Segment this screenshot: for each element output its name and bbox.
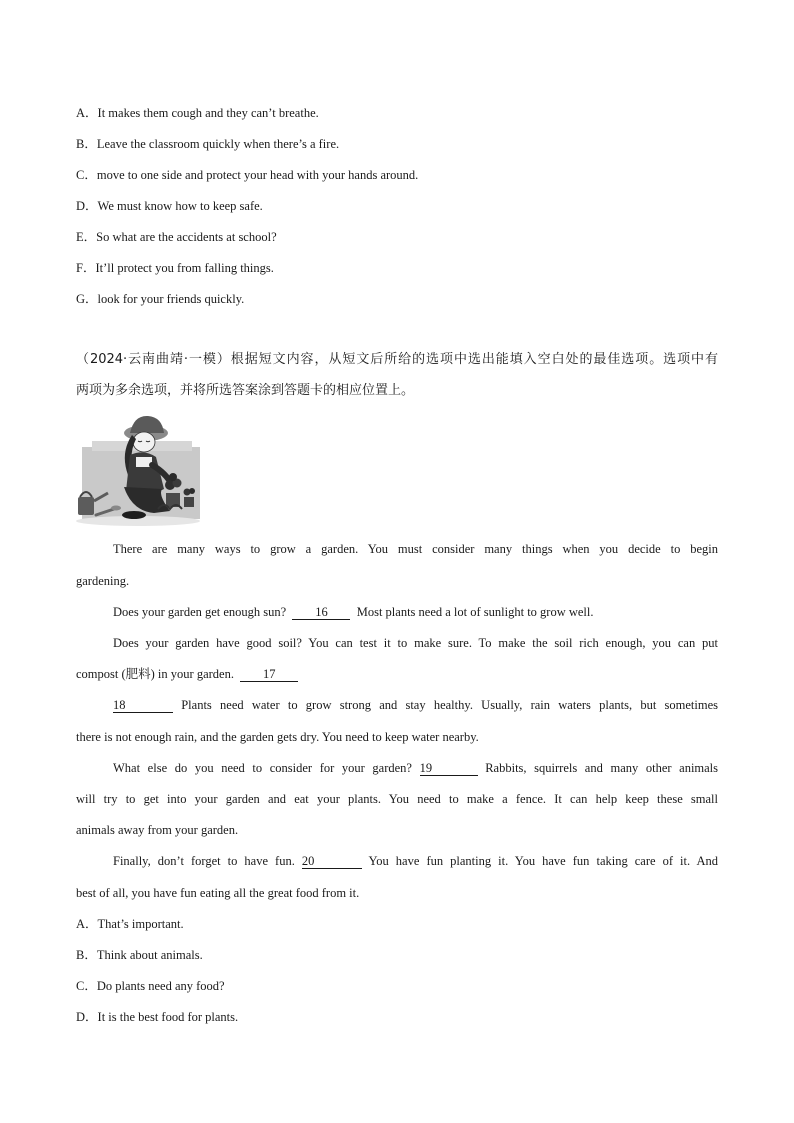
text-segment: Does your garden get enough sun? <box>113 605 287 619</box>
option-text: So what are the accidents at school? <box>96 230 277 244</box>
passage-p4-line-1 <box>76 697 718 713</box>
option-top-f <box>76 260 274 276</box>
option-bottom-a <box>76 916 184 932</box>
option-text: It’ll protect you from falling things. <box>95 261 274 275</box>
option-bottom-b <box>76 947 203 963</box>
text-segment: Rabbits, squirrels and many other animals <box>485 761 719 775</box>
option-bottom-d <box>76 1009 238 1025</box>
option-letter: A． <box>76 106 98 120</box>
girl-gardening-illustration-icon <box>74 413 206 529</box>
option-letter: F． <box>76 261 96 275</box>
blank-18[interactable]: 18 <box>113 699 173 713</box>
text-segment: Finally, don’t forget to have fun. <box>113 854 295 868</box>
passage-p6-line-1 <box>76 853 718 869</box>
option-text: It makes them cough and they can’t breathe. <box>97 106 319 120</box>
option-letter: C． <box>76 979 97 993</box>
instruction-line-2: 两项为多余选项，并将所选答案涂到答题卡的相应位置上。 <box>76 383 415 398</box>
passage-p2-line-1 <box>76 604 718 620</box>
passage-p3-line-1: Does your garden have good soil? You can test it to make sure. To make the soil rich enough, you can put <box>113 636 718 650</box>
option-text: We must know how to keep safe. <box>97 199 263 213</box>
passage-p5-line-3: animals away from your garden. <box>76 823 239 837</box>
option-text: Leave the classroom quickly when there’s a fire. <box>96 137 340 151</box>
option-bottom-c <box>76 978 225 994</box>
option-letter: A． <box>76 917 98 931</box>
option-text: look for your friends quickly. <box>97 292 245 306</box>
option-top-a <box>76 105 319 121</box>
instruction-line-1: （2024·云南曲靖·一模）根据短文内容，从短文后所给的选项中选出能填入空白处的最佳选项。选项中有 <box>76 352 718 367</box>
text-segment: What else do you need to consider for your garden? <box>113 761 412 775</box>
text-segment: Most plants need a lot of sunlight to grow well. <box>356 605 594 619</box>
option-letter: G． <box>76 292 98 306</box>
passage-p4-line-2: there is not enough rain, and the garden gets dry. You need to keep water nearby. <box>76 730 479 744</box>
option-letter: E． <box>76 230 97 244</box>
option-letter: D． <box>76 1010 98 1024</box>
passage-p5-line-1 <box>76 760 718 776</box>
passage-p3-line-2 <box>76 666 718 682</box>
option-text: Do plants need any food? <box>96 979 225 993</box>
option-top-e <box>76 229 277 245</box>
text-segment: You have fun planting it. You have fun taking care of it. And <box>368 854 719 868</box>
text-segment: compost (肥料) in your garden. <box>76 667 234 681</box>
passage-p1-line-1: There are many ways to grow a garden. You must consider many things when you decide to begin <box>113 542 718 556</box>
option-top-c <box>76 167 418 183</box>
passage-p6-line-2: best of all, you have fun eating all the great food from it. <box>76 886 360 900</box>
option-text: move to one side and protect your head with your hands around. <box>96 168 419 182</box>
blank-19[interactable]: 19 <box>420 762 478 776</box>
passage-p5-line-2: will try to get into your garden and eat your plants. You need to make a fence. It can help keep these small <box>76 792 718 806</box>
option-text: Think about animals. <box>96 948 203 962</box>
option-top-g <box>76 291 244 307</box>
option-top-b <box>76 136 339 152</box>
option-text: It is the best food for plants. <box>97 1010 239 1024</box>
blank-20[interactable]: 20 <box>302 855 362 869</box>
option-text: That’s important. <box>97 917 184 931</box>
passage-p1-line-2: gardening. <box>76 574 130 588</box>
option-letter: C． <box>76 168 97 182</box>
blank-17[interactable]: 17 <box>240 668 298 682</box>
text-segment: Plants need water to grow strong and stay healthy. Usually, rain waters plants, but sometimes <box>181 698 719 712</box>
option-letter: B． <box>76 137 97 151</box>
option-letter: D． <box>76 199 98 213</box>
option-top-d <box>76 198 263 214</box>
blank-16[interactable]: 16 <box>292 606 350 620</box>
option-letter: B． <box>76 948 97 962</box>
